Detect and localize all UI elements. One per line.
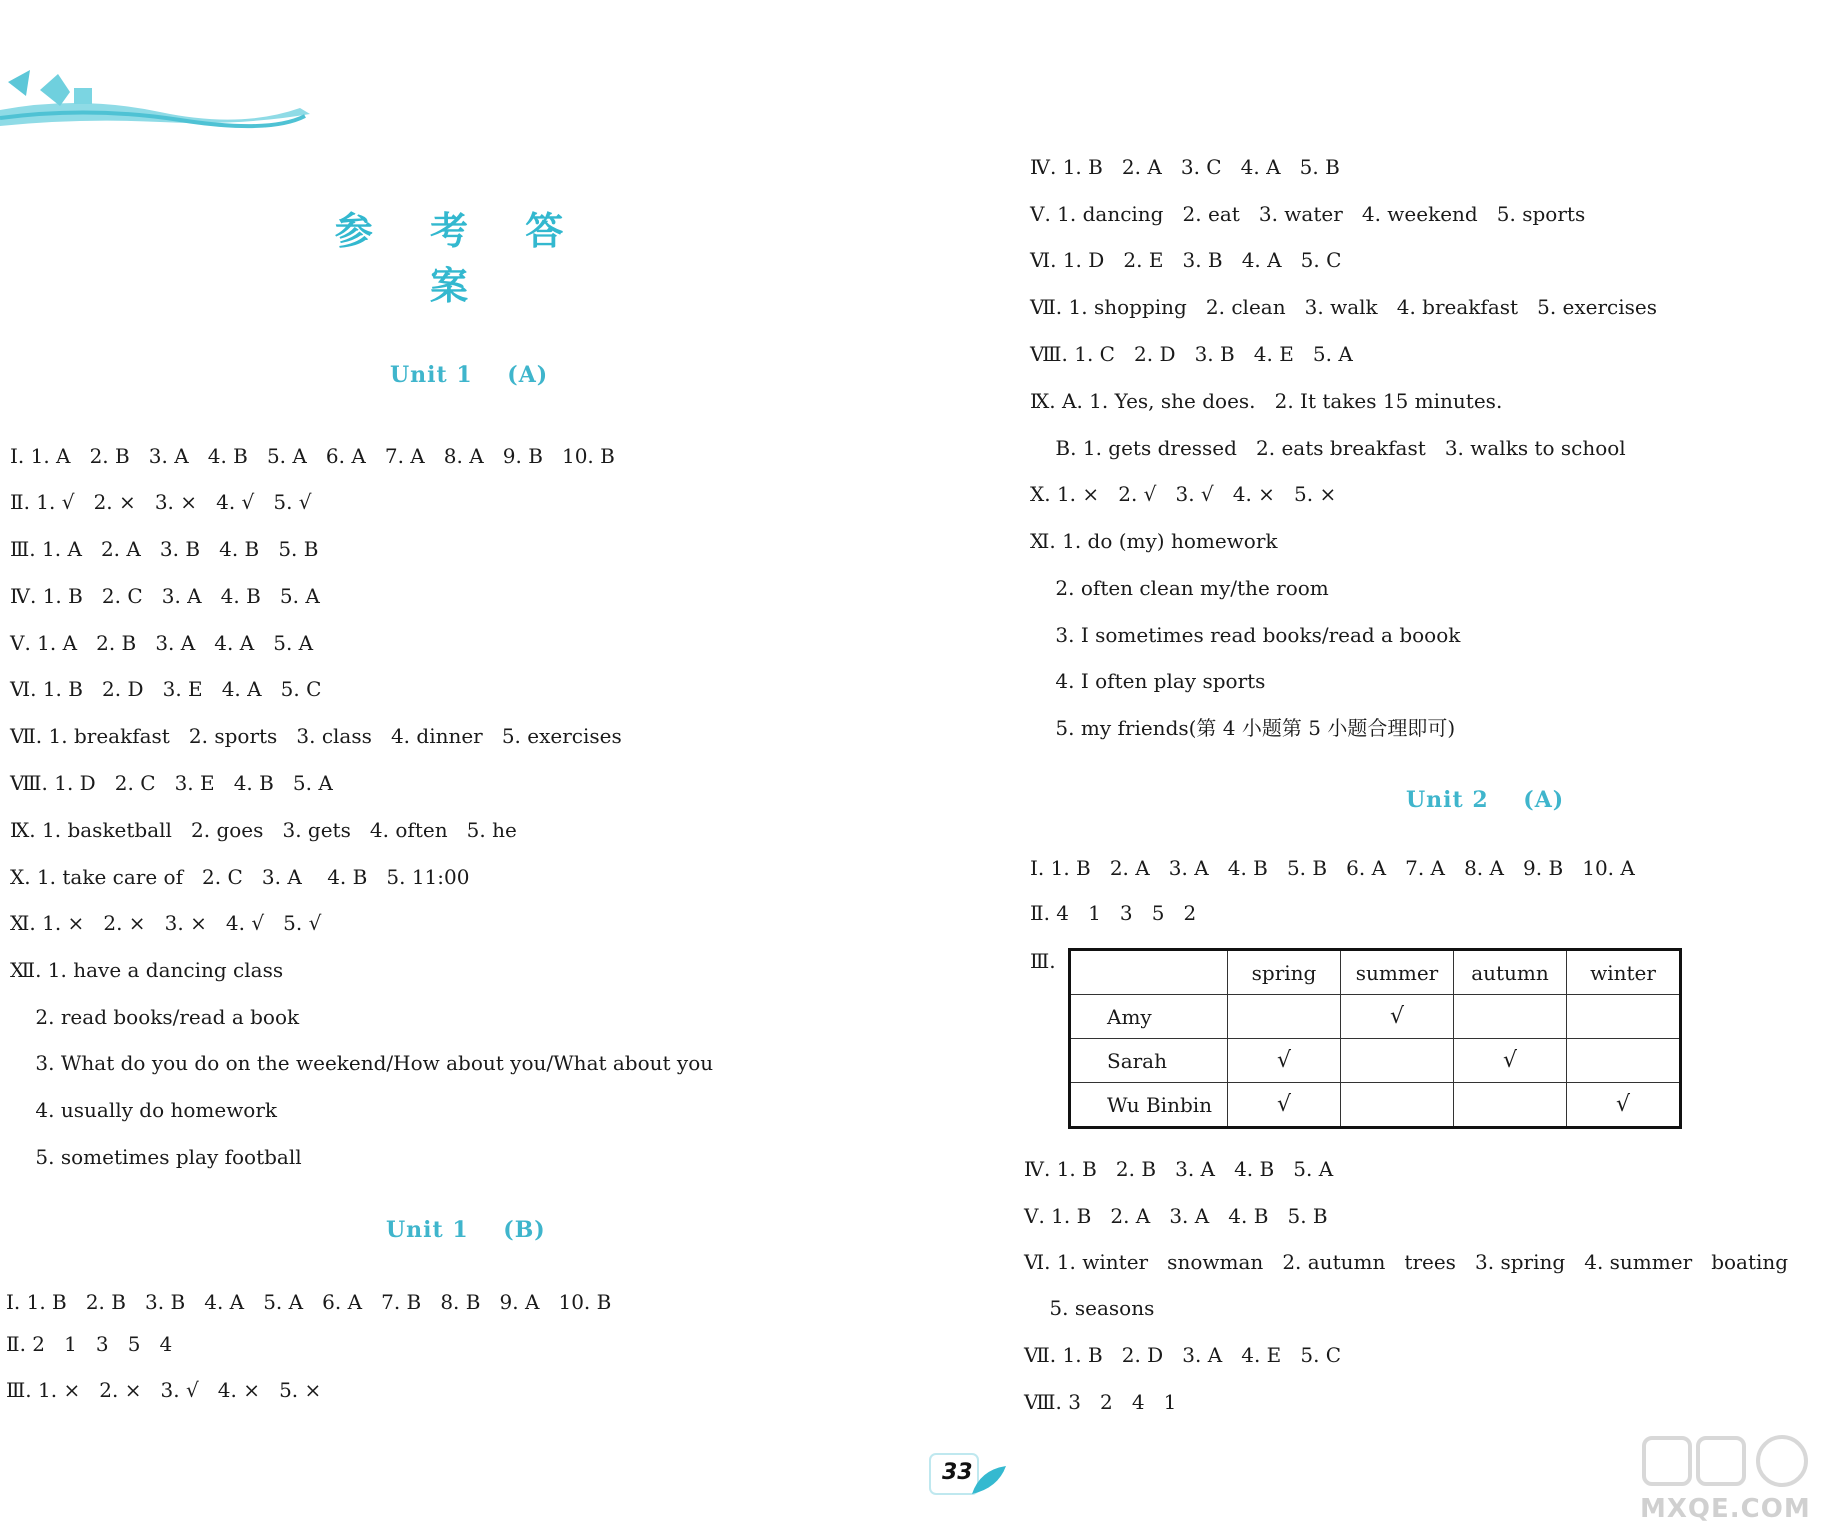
- answer-line: Ⅷ. 1. C 2. D 3. B 4. E 5. A: [1030, 342, 1353, 366]
- answer-line: Ⅹ. 1. take care of 2. C 3. A 4. B 5. 11:00: [10, 865, 470, 889]
- answer-line: 4. I often play sports: [1030, 669, 1266, 693]
- answer-line: Ⅵ. 1. winter snowman 2. autumn trees 3. spring 4. summer boating: [1024, 1250, 1789, 1274]
- table-row: [1070, 995, 1681, 1039]
- answer-line: Ⅶ. 1. B 2. D 3. A 4. E 5. C: [1024, 1343, 1342, 1367]
- answer-line: Ⅺ. 1. × 2. × 3. × 4. √ 5. √: [10, 911, 322, 935]
- watermark-logo-icon: [1640, 1430, 1820, 1494]
- answer-line: Ⅴ. 1. A 2. B 3. A 4. A 5. A: [10, 631, 314, 655]
- answer-line: Ⅲ. 1. × 2. × 3. √ 4. × 5. ×: [6, 1378, 322, 1402]
- table-cell: √: [1567, 1083, 1681, 1128]
- table-cell: √: [1228, 1039, 1341, 1083]
- table-cell: [1454, 1083, 1567, 1128]
- answer-line: Ⅳ. 1. B 2. B 3. A 4. B 5. A: [1024, 1157, 1334, 1181]
- answer-line: Ⅱ. 4 1 3 5 2: [1030, 901, 1197, 925]
- table-header-cell: [1070, 950, 1228, 995]
- table-question-label: Ⅲ.: [1030, 949, 1056, 973]
- watermark: [1640, 1430, 1820, 1530]
- table-cell: [1341, 1083, 1454, 1128]
- answer-line: Ⅻ. 1. have a dancing class: [10, 958, 284, 982]
- answer-line: Ⅱ. 2 1 3 5 4: [6, 1332, 173, 1356]
- table-cell: [1341, 1039, 1454, 1083]
- table-header-cell: spring: [1228, 950, 1341, 995]
- answer-line: Ⅹ. 1. × 2. √ 3. √ 4. × 5. ×: [1030, 482, 1337, 506]
- answer-line: 3. I sometimes read books/read a boook: [1030, 623, 1461, 647]
- table-row-name: Wu Binbin: [1070, 1083, 1228, 1128]
- answer-line: Ⅰ. 1. A 2. B 3. A 4. B 5. A 6. A 7. A 8. A 9. B 10. B: [10, 444, 615, 468]
- answer-line: Ⅵ. 1. B 2. D 3. E 4. A 5. C: [10, 677, 322, 701]
- table-cell: [1567, 995, 1681, 1039]
- answer-line: Ⅺ. 1. do (my) homework: [1030, 529, 1278, 553]
- table-cell: √: [1454, 1039, 1567, 1083]
- answer-line: Ⅳ. 1. B 2. A 3. C 4. A 5. B: [1030, 155, 1340, 179]
- banner-wave-icon: [0, 40, 310, 130]
- answer-line: 3. What do you do on the weekend/How about you/What about you: [10, 1051, 714, 1075]
- answer-line: Ⅱ. 1. √ 2. × 3. × 4. √ 5. √: [10, 490, 312, 514]
- answer-line: 5. my friends(第 4 小题第 5 小题合理即可): [1030, 716, 1456, 740]
- answer-line: Ⅰ. 1. B 2. B 3. B 4. A 5. A 6. A 7. B 8. B 9. A 10. B: [6, 1290, 612, 1314]
- answer-line: Ⅲ. 1. A 2. A 3. B 4. B 5. B: [10, 537, 319, 561]
- season-table: [1068, 948, 1682, 1129]
- watermark-text: MXQE.COM: [1640, 1494, 1811, 1524]
- page-title: 参 考 答 案: [334, 209, 586, 308]
- answer-line: 5. sometimes play football: [10, 1145, 302, 1169]
- answer-line: Ⅰ. 1. B 2. A 3. A 4. B 5. B 6. A 7. A 8. A 9. B 10. A: [1030, 856, 1635, 880]
- answer-line: Ⅸ. 1. basketball 2. goes 3. gets 4. often 5. he: [10, 818, 517, 842]
- table-row-name: Sarah: [1070, 1039, 1228, 1083]
- table-header-cell: winter: [1567, 950, 1681, 995]
- header-banner: [0, 40, 310, 130]
- answer-line: B. 1. gets dressed 2. eats breakfast 3. walks to school: [1030, 436, 1626, 460]
- table-cell: √: [1341, 995, 1454, 1039]
- answer-line: Ⅵ. 1. D 2. E 3. B 4. A 5. C: [1030, 248, 1342, 272]
- unit2a-heading: Unit 2 (A): [1406, 787, 1565, 813]
- answer-line: 5. seasons: [1024, 1296, 1155, 1320]
- unit1a-heading: Unit 1 (A): [390, 362, 549, 388]
- unit1b-heading: Unit 1 (B): [386, 1217, 546, 1243]
- table-row: [1070, 1039, 1681, 1083]
- answer-line: Ⅷ. 3 2 4 1: [1024, 1390, 1177, 1414]
- table-header-cell: autumn: [1454, 950, 1567, 995]
- answer-line: 4. usually do homework: [10, 1098, 278, 1122]
- table-header-cell: summer: [1341, 950, 1454, 995]
- answer-line: Ⅴ. 1. dancing 2. eat 3. water 4. weekend 5. sports: [1030, 202, 1586, 226]
- answer-line: Ⅶ. 1. shopping 2. clean 3. walk 4. breakfast 5. exercises: [1030, 295, 1658, 319]
- answer-line: 2. often clean my/the room: [1030, 576, 1329, 600]
- answer-line: Ⅶ. 1. breakfast 2. sports 3. class 4. dinner 5. exercises: [10, 724, 622, 748]
- answer-line: Ⅸ. A. 1. Yes, she does. 2. It takes 15 minutes.: [1030, 389, 1503, 413]
- table-cell: [1228, 995, 1341, 1039]
- answer-line: Ⅳ. 1. B 2. C 3. A 4. B 5. A: [10, 584, 320, 608]
- answer-line: 2. read books/read a book: [10, 1005, 300, 1029]
- table-row: [1070, 1083, 1681, 1128]
- table-cell: [1567, 1039, 1681, 1083]
- table-cell: √: [1228, 1083, 1341, 1128]
- page-number: [928, 1452, 1008, 1498]
- page-number-text: 33: [942, 1460, 973, 1485]
- table-row-name: Amy: [1070, 995, 1228, 1039]
- answer-line: Ⅴ. 1. B 2. A 3. A 4. B 5. B: [1024, 1204, 1328, 1228]
- table-header-row: [1070, 950, 1681, 995]
- answer-line: Ⅷ. 1. D 2. C 3. E 4. B 5. A: [10, 771, 333, 795]
- table-cell: [1454, 995, 1567, 1039]
